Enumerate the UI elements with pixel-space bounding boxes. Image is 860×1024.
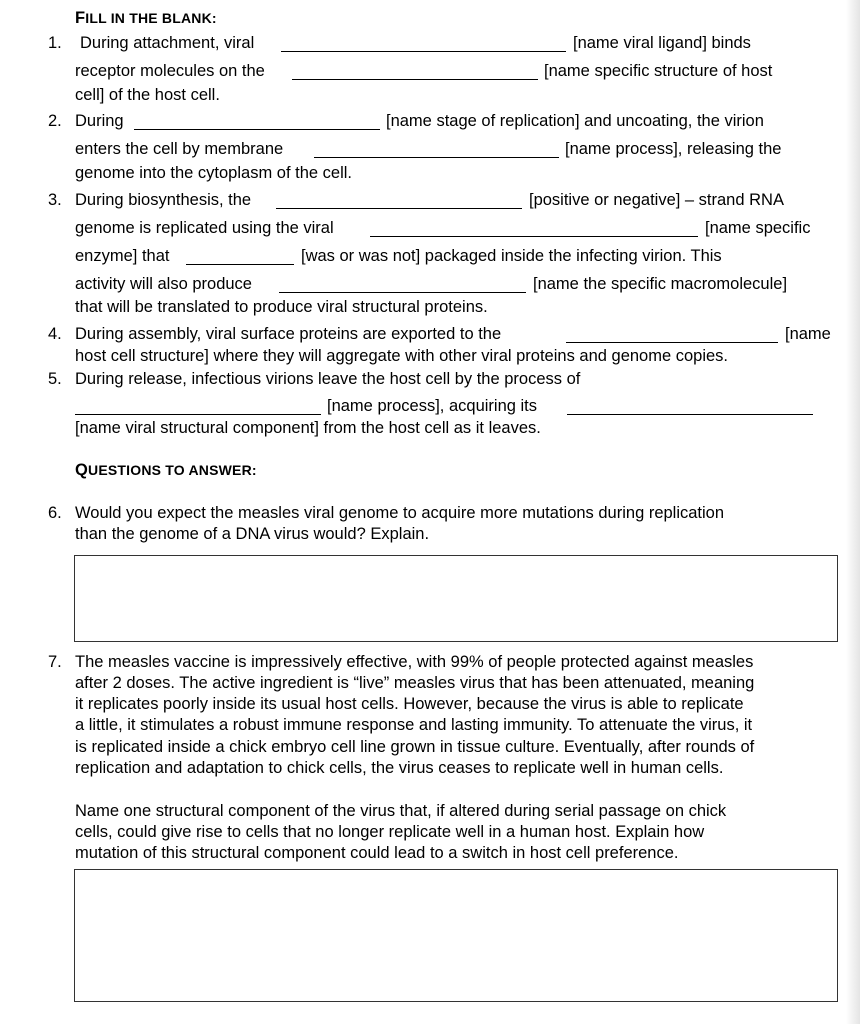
q3-text: activity will also produce <box>75 275 252 293</box>
q7-paragraph-line: replication and adaptation to chick cells, the virus ceases to replicate well in human cells. <box>75 759 724 777</box>
q6-number: 6. <box>48 504 62 522</box>
q2-number: 2. <box>48 112 62 130</box>
q3-text: [was or was not] packaged inside the infecting virion. This <box>301 247 722 265</box>
q3-number: 3. <box>48 191 62 209</box>
q4-text: [name <box>785 325 831 343</box>
q1-text: [name specific structure of host <box>544 62 773 80</box>
q2-text: enters the cell by membrane <box>75 140 284 158</box>
q4-number: 4. <box>48 325 62 343</box>
q6-answer-box[interactable] <box>74 555 838 642</box>
q3-blank-macromolecule[interactable] <box>279 292 526 293</box>
q5-number: 5. <box>48 370 62 388</box>
q1-text: During attachment, viral <box>80 34 255 52</box>
questions-heading-rest: UESTIONS TO ANSWER: <box>88 462 257 478</box>
q7-prompt-line: cells, could give rise to cells that no longer replicate well in a human host. Explain how <box>75 823 705 841</box>
q3-text: [name specific <box>705 219 811 237</box>
questions-heading-initial: Q <box>75 461 89 479</box>
q2-text: During <box>75 112 124 130</box>
q3-text: [name the specific macromolecule] <box>533 275 788 293</box>
q7-paragraph-line: a little, it stimulates a robust immune response and lasting immunity. To attenuate the virus, it <box>75 716 753 734</box>
q1-blank-viral-ligand[interactable] <box>281 51 566 52</box>
q3-text: genome is replicated using the viral <box>75 219 334 237</box>
q1-text: [name viral ligand] binds <box>573 34 751 52</box>
q7-answer-box[interactable] <box>74 869 838 1002</box>
q2-blank-process[interactable] <box>314 157 559 158</box>
q4-text: host cell structure] where they will aggregate with other viral proteins and genome copies. <box>75 347 729 365</box>
fill-in-heading-initial: F <box>75 9 86 27</box>
q3-blank-strand[interactable] <box>276 208 522 209</box>
q2-text: [name process], releasing the <box>565 140 782 158</box>
q1-text: receptor molecules on the <box>75 62 265 80</box>
q6-text: Would you expect the measles viral genome to acquire more mutations during replication <box>75 504 725 522</box>
q3-blank-packaged[interactable] <box>186 264 294 265</box>
q1-blank-host-structure[interactable] <box>292 79 538 80</box>
q7-paragraph-line: is replicated inside a chick embryo cell line grown in tissue culture. Eventually, after rounds of <box>75 738 755 756</box>
q1-number: 1. <box>48 34 62 52</box>
page-edge-shadow <box>846 0 860 1024</box>
q1-text: cell] of the host cell. <box>75 86 220 104</box>
fill-in-heading <box>75 8 217 29</box>
q2-text: [name stage of replication] and uncoating, the virion <box>386 112 764 130</box>
q7-number: 7. <box>48 653 62 671</box>
q5-blank-process[interactable] <box>75 414 321 415</box>
q5-blank-component[interactable] <box>567 414 813 415</box>
q2-blank-stage[interactable] <box>134 129 380 130</box>
q3-text: enzyme] that <box>75 247 170 265</box>
fill-in-heading-rest: ILL IN THE BLANK: <box>85 10 217 26</box>
q7-paragraph-line: it replicates poorly inside its usual host cells. However, because the virus is able to replicate <box>75 695 744 713</box>
q6-text: than the genome of a DNA virus would? Explain. <box>75 525 430 543</box>
q5-text: During release, infectious virions leave the host cell by the process of <box>75 370 581 388</box>
q4-text: During assembly, viral surface proteins are exported to the <box>75 325 502 343</box>
q4-blank-host-structure[interactable] <box>566 342 778 343</box>
q3-text: During biosynthesis, the <box>75 191 252 209</box>
q5-text: [name process], acquiring its <box>327 397 538 415</box>
questions-heading <box>75 460 257 481</box>
q7-prompt-line: Name one structural component of the virus that, if altered during serial passage on chick <box>75 802 727 820</box>
q3-text: that will be translated to produce viral structural proteins. <box>75 298 488 316</box>
q7-prompt-line: mutation of this structural component could lead to a switch in host cell preference. <box>75 844 679 862</box>
q3-text: [positive or negative] – strand RNA <box>529 191 784 209</box>
q7-paragraph-line: after 2 doses. The active ingredient is “live” measles virus that has been attenuated, meaning <box>75 674 755 692</box>
q2-text: genome into the cytoplasm of the cell. <box>75 164 352 182</box>
q7-paragraph-line: The measles vaccine is impressively effective, with 99% of people protected against measles <box>75 653 754 671</box>
q3-blank-enzyme[interactable] <box>370 236 698 237</box>
q5-text: [name viral structural component] from the host cell as it leaves. <box>75 419 541 437</box>
